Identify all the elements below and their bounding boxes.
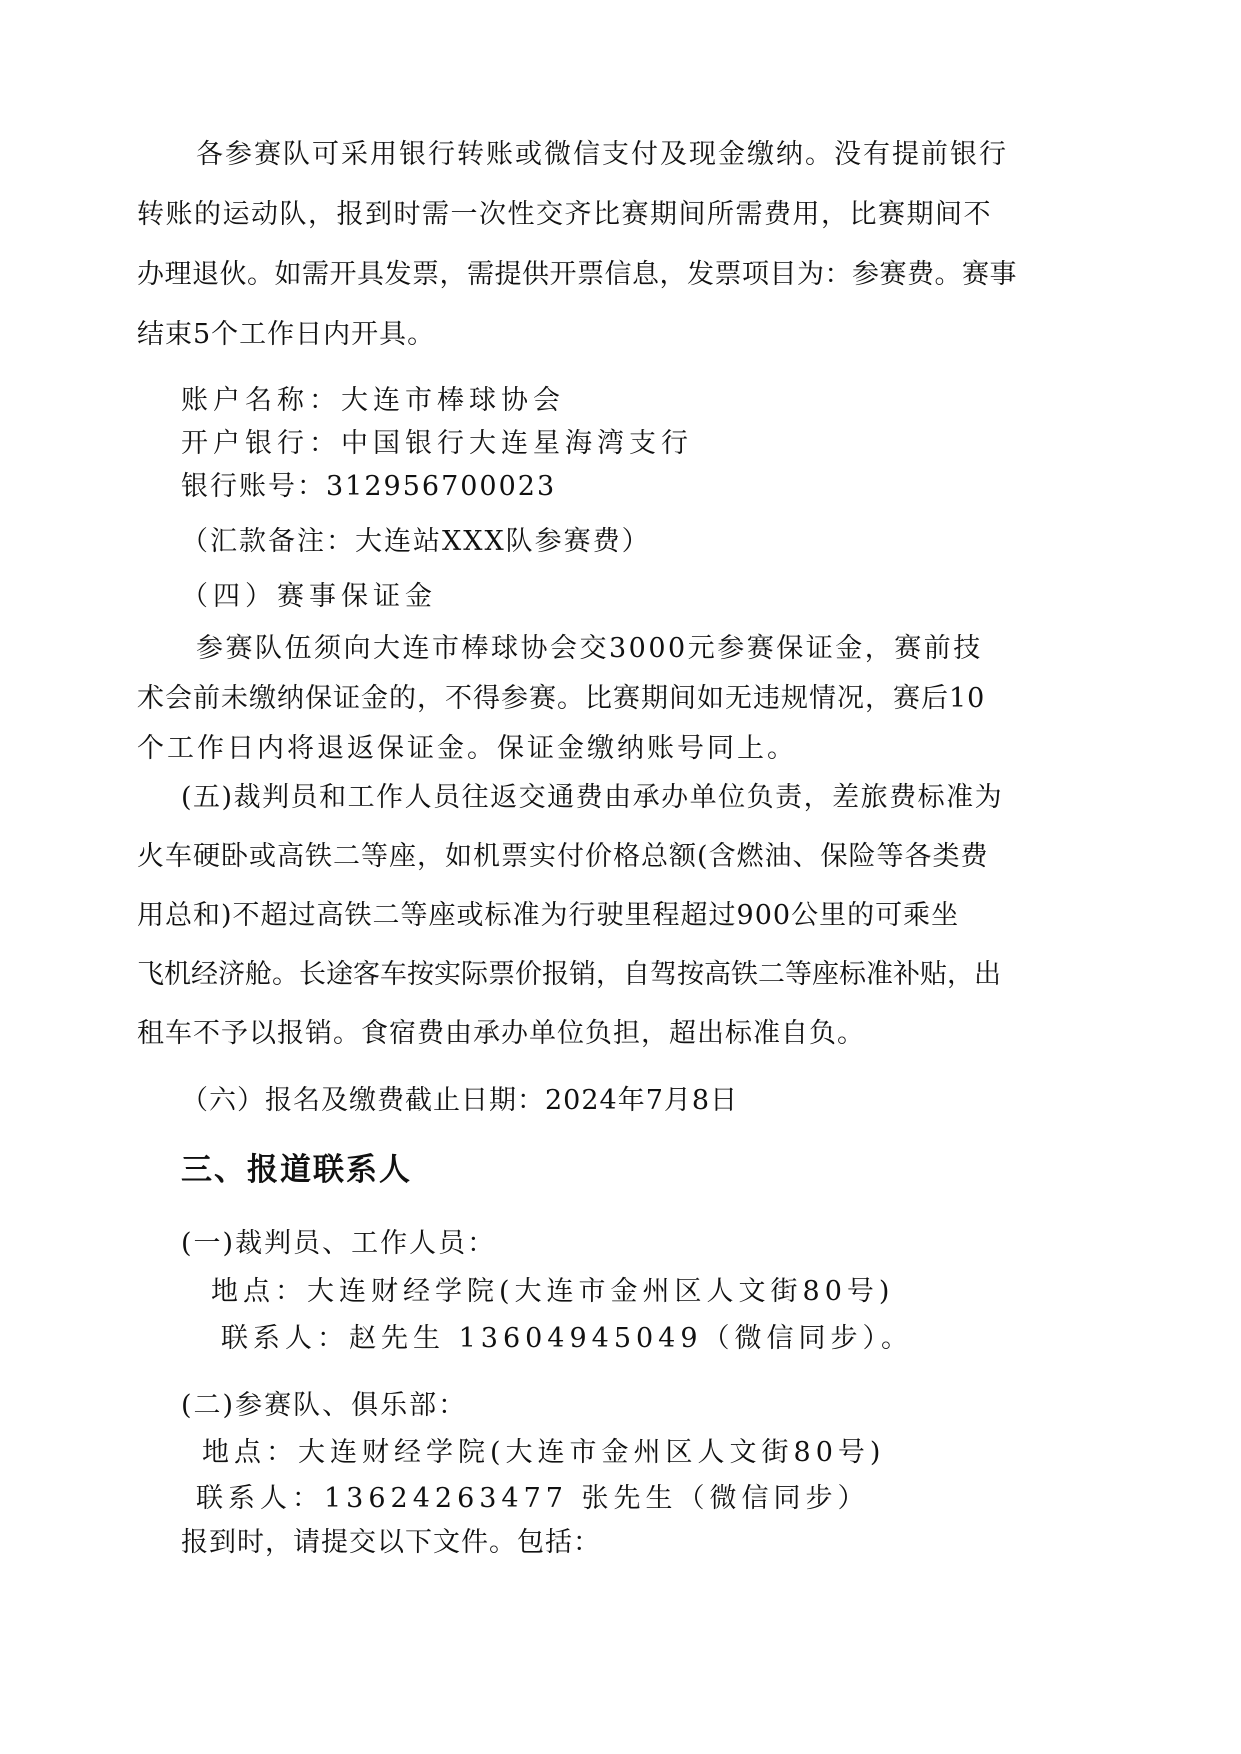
travel-line-5: 租车不予以报销。食宿费由承办单位负担，超出标准自负。 bbox=[137, 1018, 865, 1049]
deposit-section-title: （四）赛事保证金 bbox=[181, 581, 437, 612]
deposit-line-1: 参赛队伍须向大连市棒球协会交3000元参赛保证金，赛前技 bbox=[196, 633, 983, 664]
team-contact-title: (二)参赛队、俱乐部： bbox=[181, 1390, 468, 1421]
travel-line-1: (五)裁判员和工作人员往返交通费由承办单位负责，差旅费标准为 bbox=[181, 782, 1004, 813]
payment-paragraph-line-1: 各参赛队可采用银行转账或微信支付及现金缴纳。没有提前银行 bbox=[196, 139, 1008, 170]
bank-account-number: 银行账号：312956700023 bbox=[181, 471, 557, 502]
bank-name: 开户银行：中国银行大连星海湾支行 bbox=[181, 428, 693, 459]
referee-contact-title: (一)裁判员、工作人员： bbox=[181, 1228, 497, 1259]
team-location: 地点：大连财经学院(大连市金州区人文街80号) bbox=[202, 1437, 886, 1468]
payment-paragraph-line-3: 办理退伙。如需开具发票，需提供开票信息，发票项目为：参赛费。赛事 bbox=[137, 259, 1017, 290]
registration-documents-note: 报到时，请提交以下文件。包括： bbox=[181, 1527, 601, 1558]
deposit-line-3: 个工作日内将退返保证金。保证金缴纳账号同上。 bbox=[137, 733, 797, 764]
team-contact-person: 联系人：13624263477 张先生（微信同步） bbox=[196, 1483, 870, 1514]
remittance-remark: （汇款备注：大连站XXX队参赛费） bbox=[181, 526, 651, 557]
payment-paragraph-line-4: 结束5个工作日内开具。 bbox=[137, 319, 436, 350]
referee-contact-person: 联系人：赵先生 13604945049（微信同步）。 bbox=[221, 1323, 914, 1354]
registration-deadline: （六）报名及缴费截止日期：2024年7月8日 bbox=[181, 1085, 739, 1116]
travel-line-3: 用总和)不超过高铁二等座或标准为行驶里程超过900公里的可乘坐 bbox=[137, 900, 960, 931]
deposit-line-2: 术会前未缴纳保证金的，不得参赛。比赛期间如无违规情况，赛后10 bbox=[137, 683, 986, 714]
account-name: 账户名称：大连市棒球协会 bbox=[181, 385, 565, 416]
payment-paragraph-line-2: 转账的运动队，报到时需一次性交齐比赛期间所需费用，比赛期间不 bbox=[137, 199, 992, 230]
section-heading-contacts: 三、报道联系人 bbox=[181, 1152, 412, 1188]
referee-location: 地点：大连财经学院(大连市金州区人文街80号) bbox=[211, 1276, 895, 1307]
travel-line-4: 飞机经济舱。长途客车按实际票价报销，自驾按高铁二等座标准补贴，出 bbox=[137, 959, 1001, 990]
travel-line-2: 火车硬卧或高铁二等座，如机票实付价格总额(含燃油、保险等各类费 bbox=[137, 841, 989, 872]
